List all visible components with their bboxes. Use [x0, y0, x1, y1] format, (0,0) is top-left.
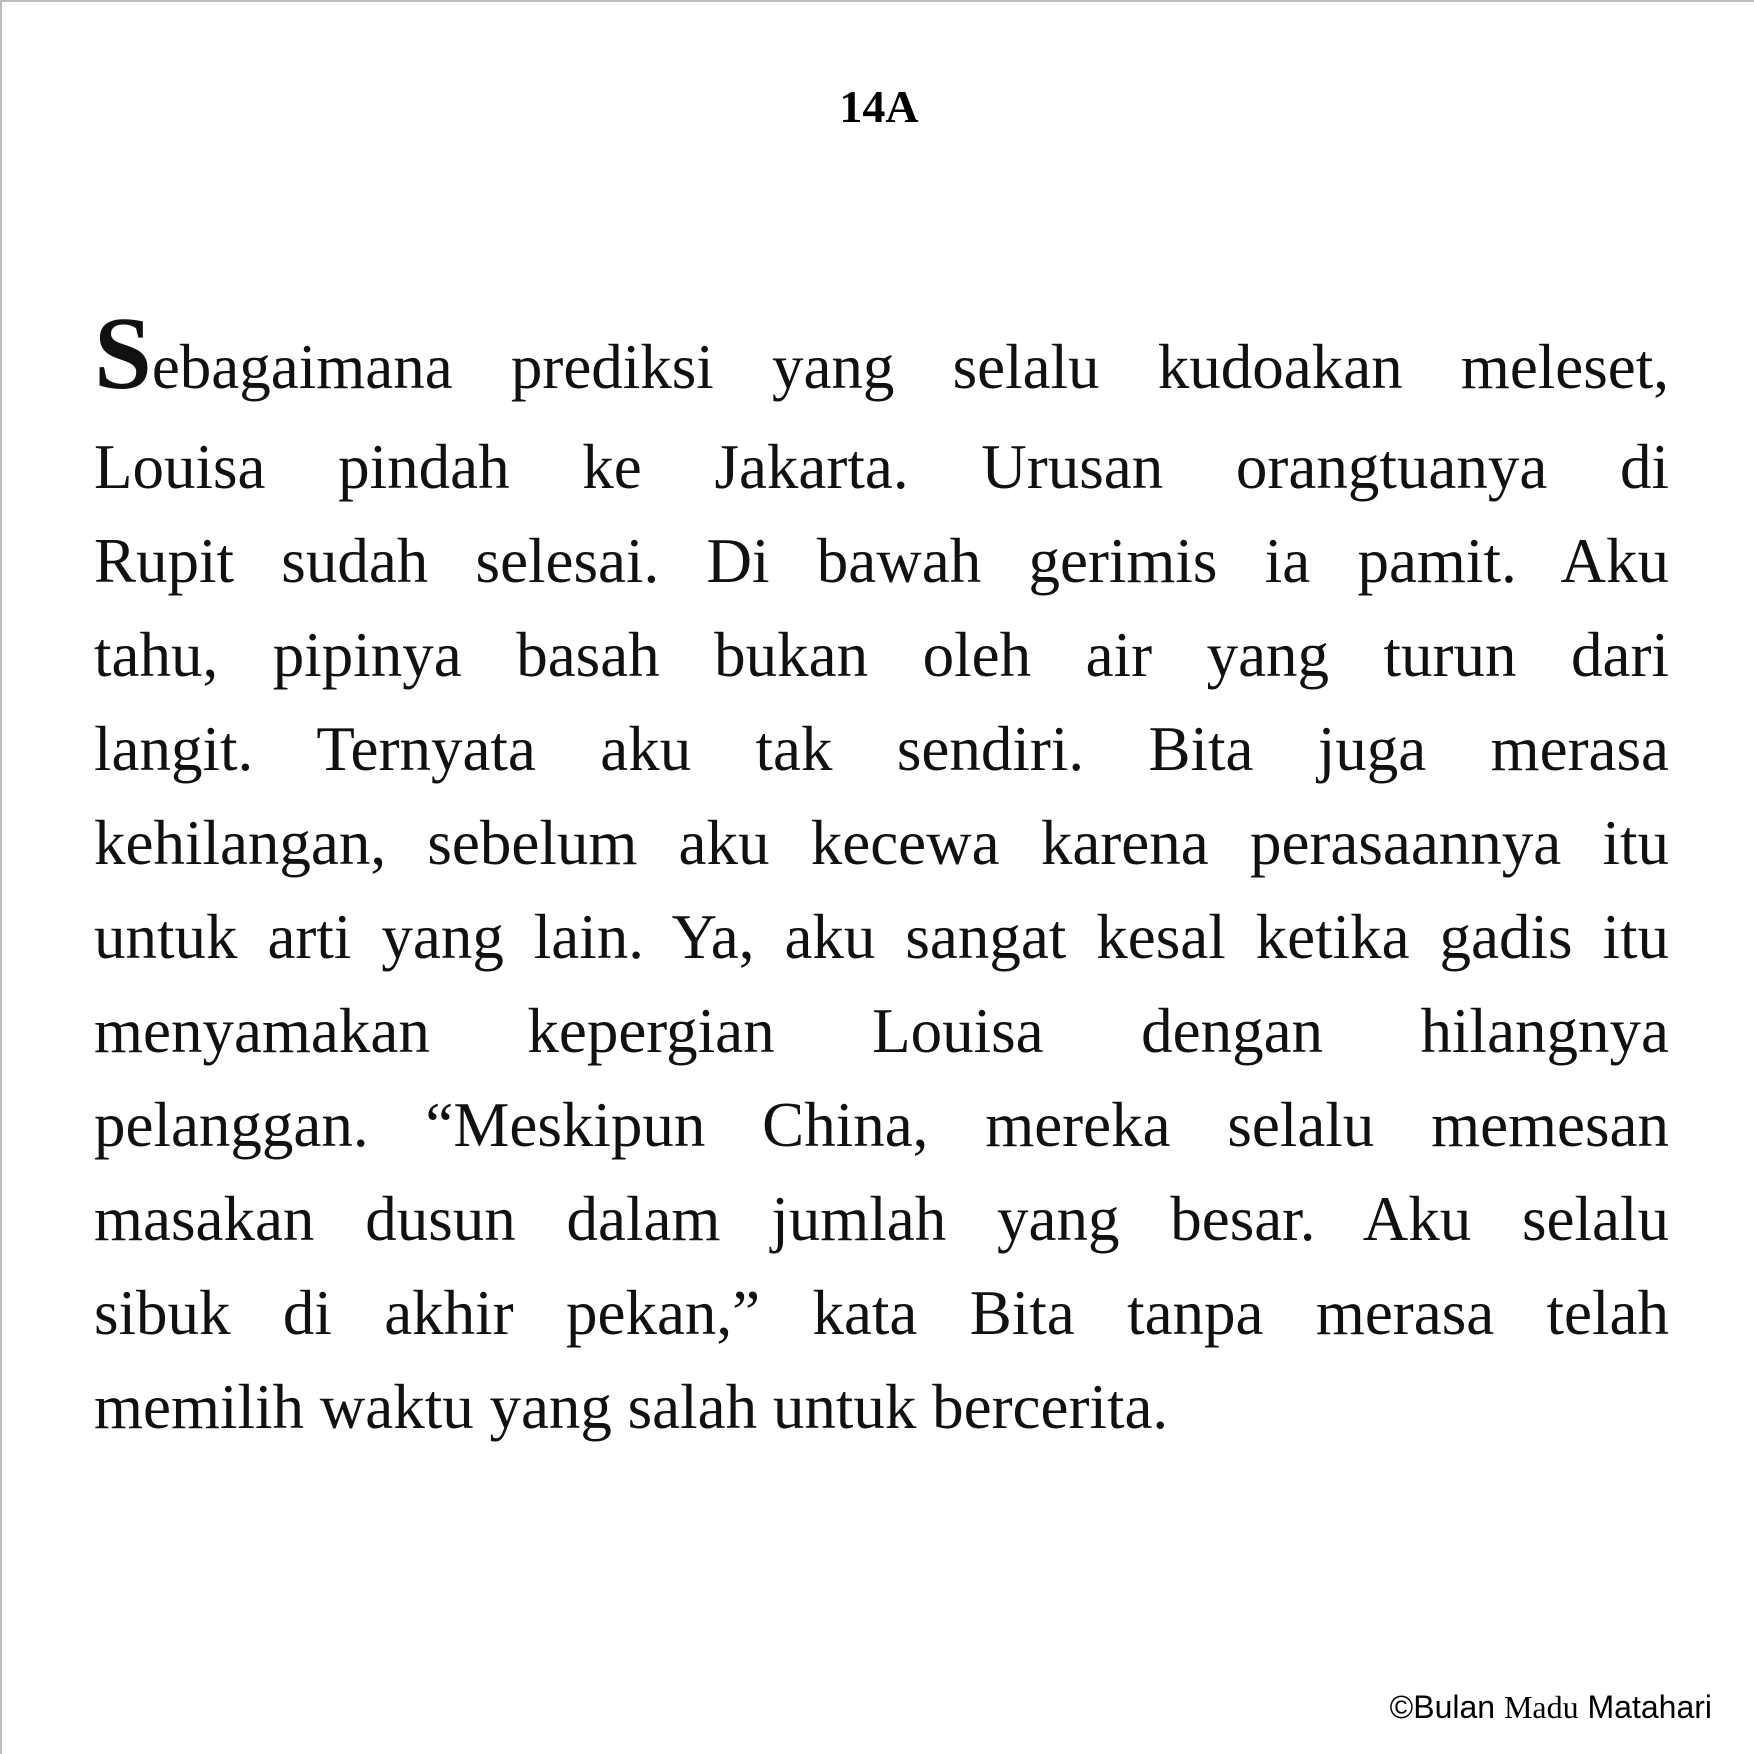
- paragraph-line: langit. Ternyata aku tak sendiri. Bita juga merasa: [94, 714, 1669, 784]
- paragraph-line: Louisa pindah ke Jakarta. Urusan orangtuanya di: [94, 432, 1669, 502]
- author-middle-name: Madu: [1503, 1689, 1579, 1725]
- paragraph-line: menyamakan kepergian Louisa dengan hilangnya: [94, 996, 1669, 1066]
- paragraph-line-text: ebagaimana prediksi yang selalu kudoakan meleset,: [151, 332, 1669, 402]
- paragraph-line: [94, 296, 1669, 420]
- paragraph-line: Rupit sudah selesai. Di bawah gerimis ia pamit. Aku: [94, 526, 1669, 596]
- paragraph-line: untuk arti yang lain. Ya, aku sangat kesal ketika gadis itu: [94, 902, 1669, 972]
- chapter-heading: 14A: [839, 81, 919, 132]
- paragraph-line: sibuk di akhir pekan,” kata Bita tanpa merasa telah: [94, 1278, 1669, 1348]
- author-first-name: Bulan: [1413, 1689, 1496, 1725]
- paragraph-line: kehilangan, sebelum aku kecewa karena perasaannya itu: [94, 808, 1669, 878]
- paragraph-line: memilih waktu yang salah untuk bercerita.: [94, 1372, 1169, 1442]
- paragraph-line: masakan dusun dalam jumlah yang besar. Aku selalu: [94, 1184, 1669, 1254]
- author-last-name: Matahari: [1587, 1689, 1712, 1725]
- copyright-symbol: ©: [1389, 1689, 1414, 1725]
- drop-cap: S: [94, 296, 152, 411]
- story-paragraph: [94, 296, 1669, 1454]
- copyright-footer: [1390, 1689, 1712, 1726]
- paragraph-line: pelanggan. “Meskipun China, mereka selalu memesan: [94, 1090, 1669, 1160]
- paragraph-line: tahu, pipinya basah bukan oleh air yang turun dari: [94, 620, 1669, 690]
